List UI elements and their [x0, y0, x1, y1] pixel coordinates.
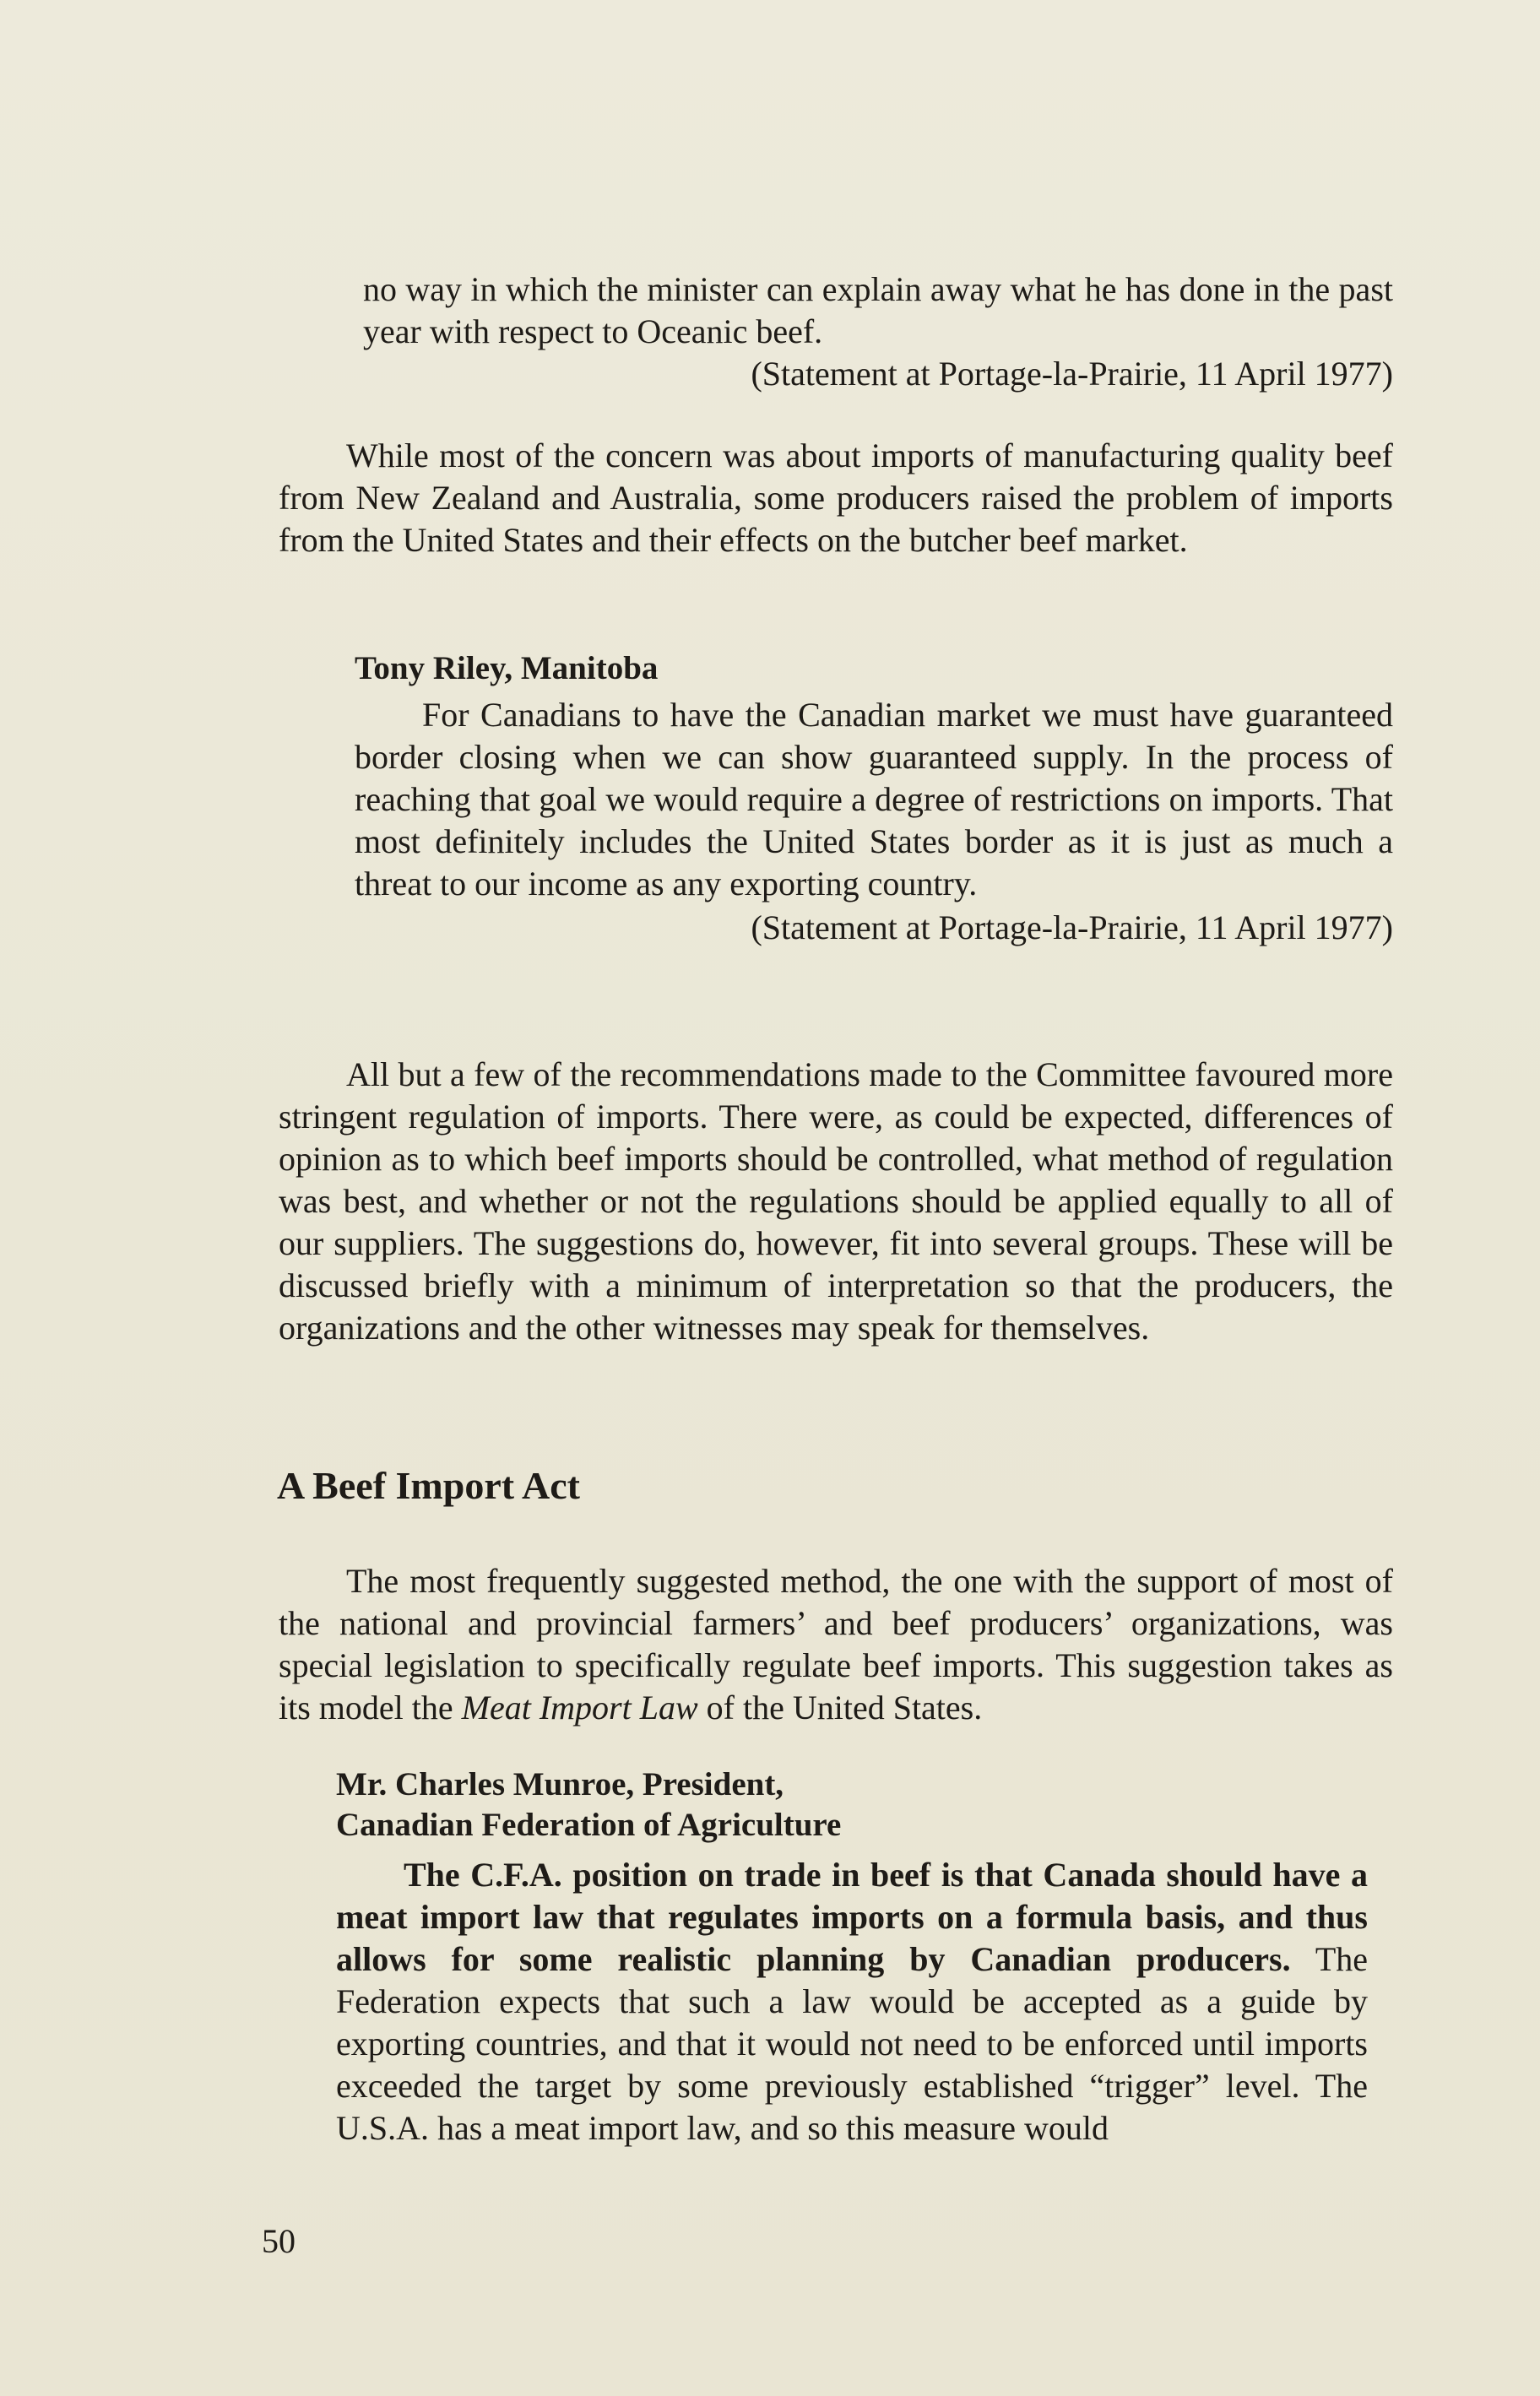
section-paragraph [279, 1560, 1393, 1729]
continued-quote-text: no way in which the minister can explain away what he has done in the past year with respect to Oceanic beef. [363, 270, 1393, 350]
continued-quote-block [279, 268, 1393, 395]
quote-plain-text: The Federation expects that such a law would be accepted as a guide by exporting countries, and that it would not need to be enforced until imports exceeded the target by some previously established “trigger” level. The U.S.A. has a meat import law, and so this measure would [336, 1940, 1369, 2147]
paragraph-text-start: The most frequently suggested method, the one with the support of most of the national and provincial farmers’ and beef producers’ organizations, was special legislation to specifically regulate beef imports. This suggestion takes as its model the [279, 1562, 1393, 1727]
quote-text [336, 1854, 1368, 2149]
quote-speaker: Tony Riley, Manitoba [355, 650, 659, 686]
section-heading: A Beef Import Act [277, 1464, 580, 1507]
quote-attribution: (Statement at Portage-la-Prairie, 11 April 1977) [751, 908, 1393, 946]
quote-speaker-name: Mr. Charles Munroe, President, [336, 1766, 784, 1802]
paragraph-text: All but a few of the recommendations made to the Committee favoured more stringent regulation of imports. There were, as could be expected, differences of opinion as to which beef imports should be controlled, what method of regulation was best, and whether or not the regulations should be applied equally to all of our suppliers. The suggestions do, however, fit into several groups. These will be discussed briefly with a minimum of interpretation so that the producers, the organizations and the other witnesses may speak for themselves. [279, 1055, 1393, 1347]
law-title: Meat Import Law [461, 1689, 698, 1727]
page-number: 50 [262, 2222, 296, 2260]
quote-tony-riley [355, 648, 1393, 949]
quote-text: For Canadians to have the Canadian market we must have guaranteed border closing when we can show guaranteed supply. In the process of reaching that goal we would require a degree of restrictions on imports. That most definitely includes the United States border as it is just as much a threat to our income as any exporting country. [355, 696, 1393, 903]
quote-charles-munroe [336, 1764, 1368, 2149]
quote-attribution: (Statement at Portage-la-Prairie, 11 April 1977) [751, 355, 1393, 393]
body-paragraph [279, 435, 1393, 561]
body-paragraph [279, 1054, 1393, 1349]
paragraph-text-end: of the United States. [697, 1689, 983, 1727]
quote-bold-text: The C.F.A. position on trade in beef is that Canada should have a meat import law that regulates imports on a formula basis, and thus allows for some realistic planning by Canadian producers. [336, 1856, 1368, 1978]
paragraph-text: While most of the concern was about imports of manufacturing quality beef from New Zealand and Australia, some producers raised the problem of imports from the United States and their effects on the butcher beef market. [279, 436, 1393, 559]
quote-speaker-organization: Canadian Federation of Agriculture [336, 1807, 842, 1843]
paragraph-text [279, 1560, 1393, 1729]
